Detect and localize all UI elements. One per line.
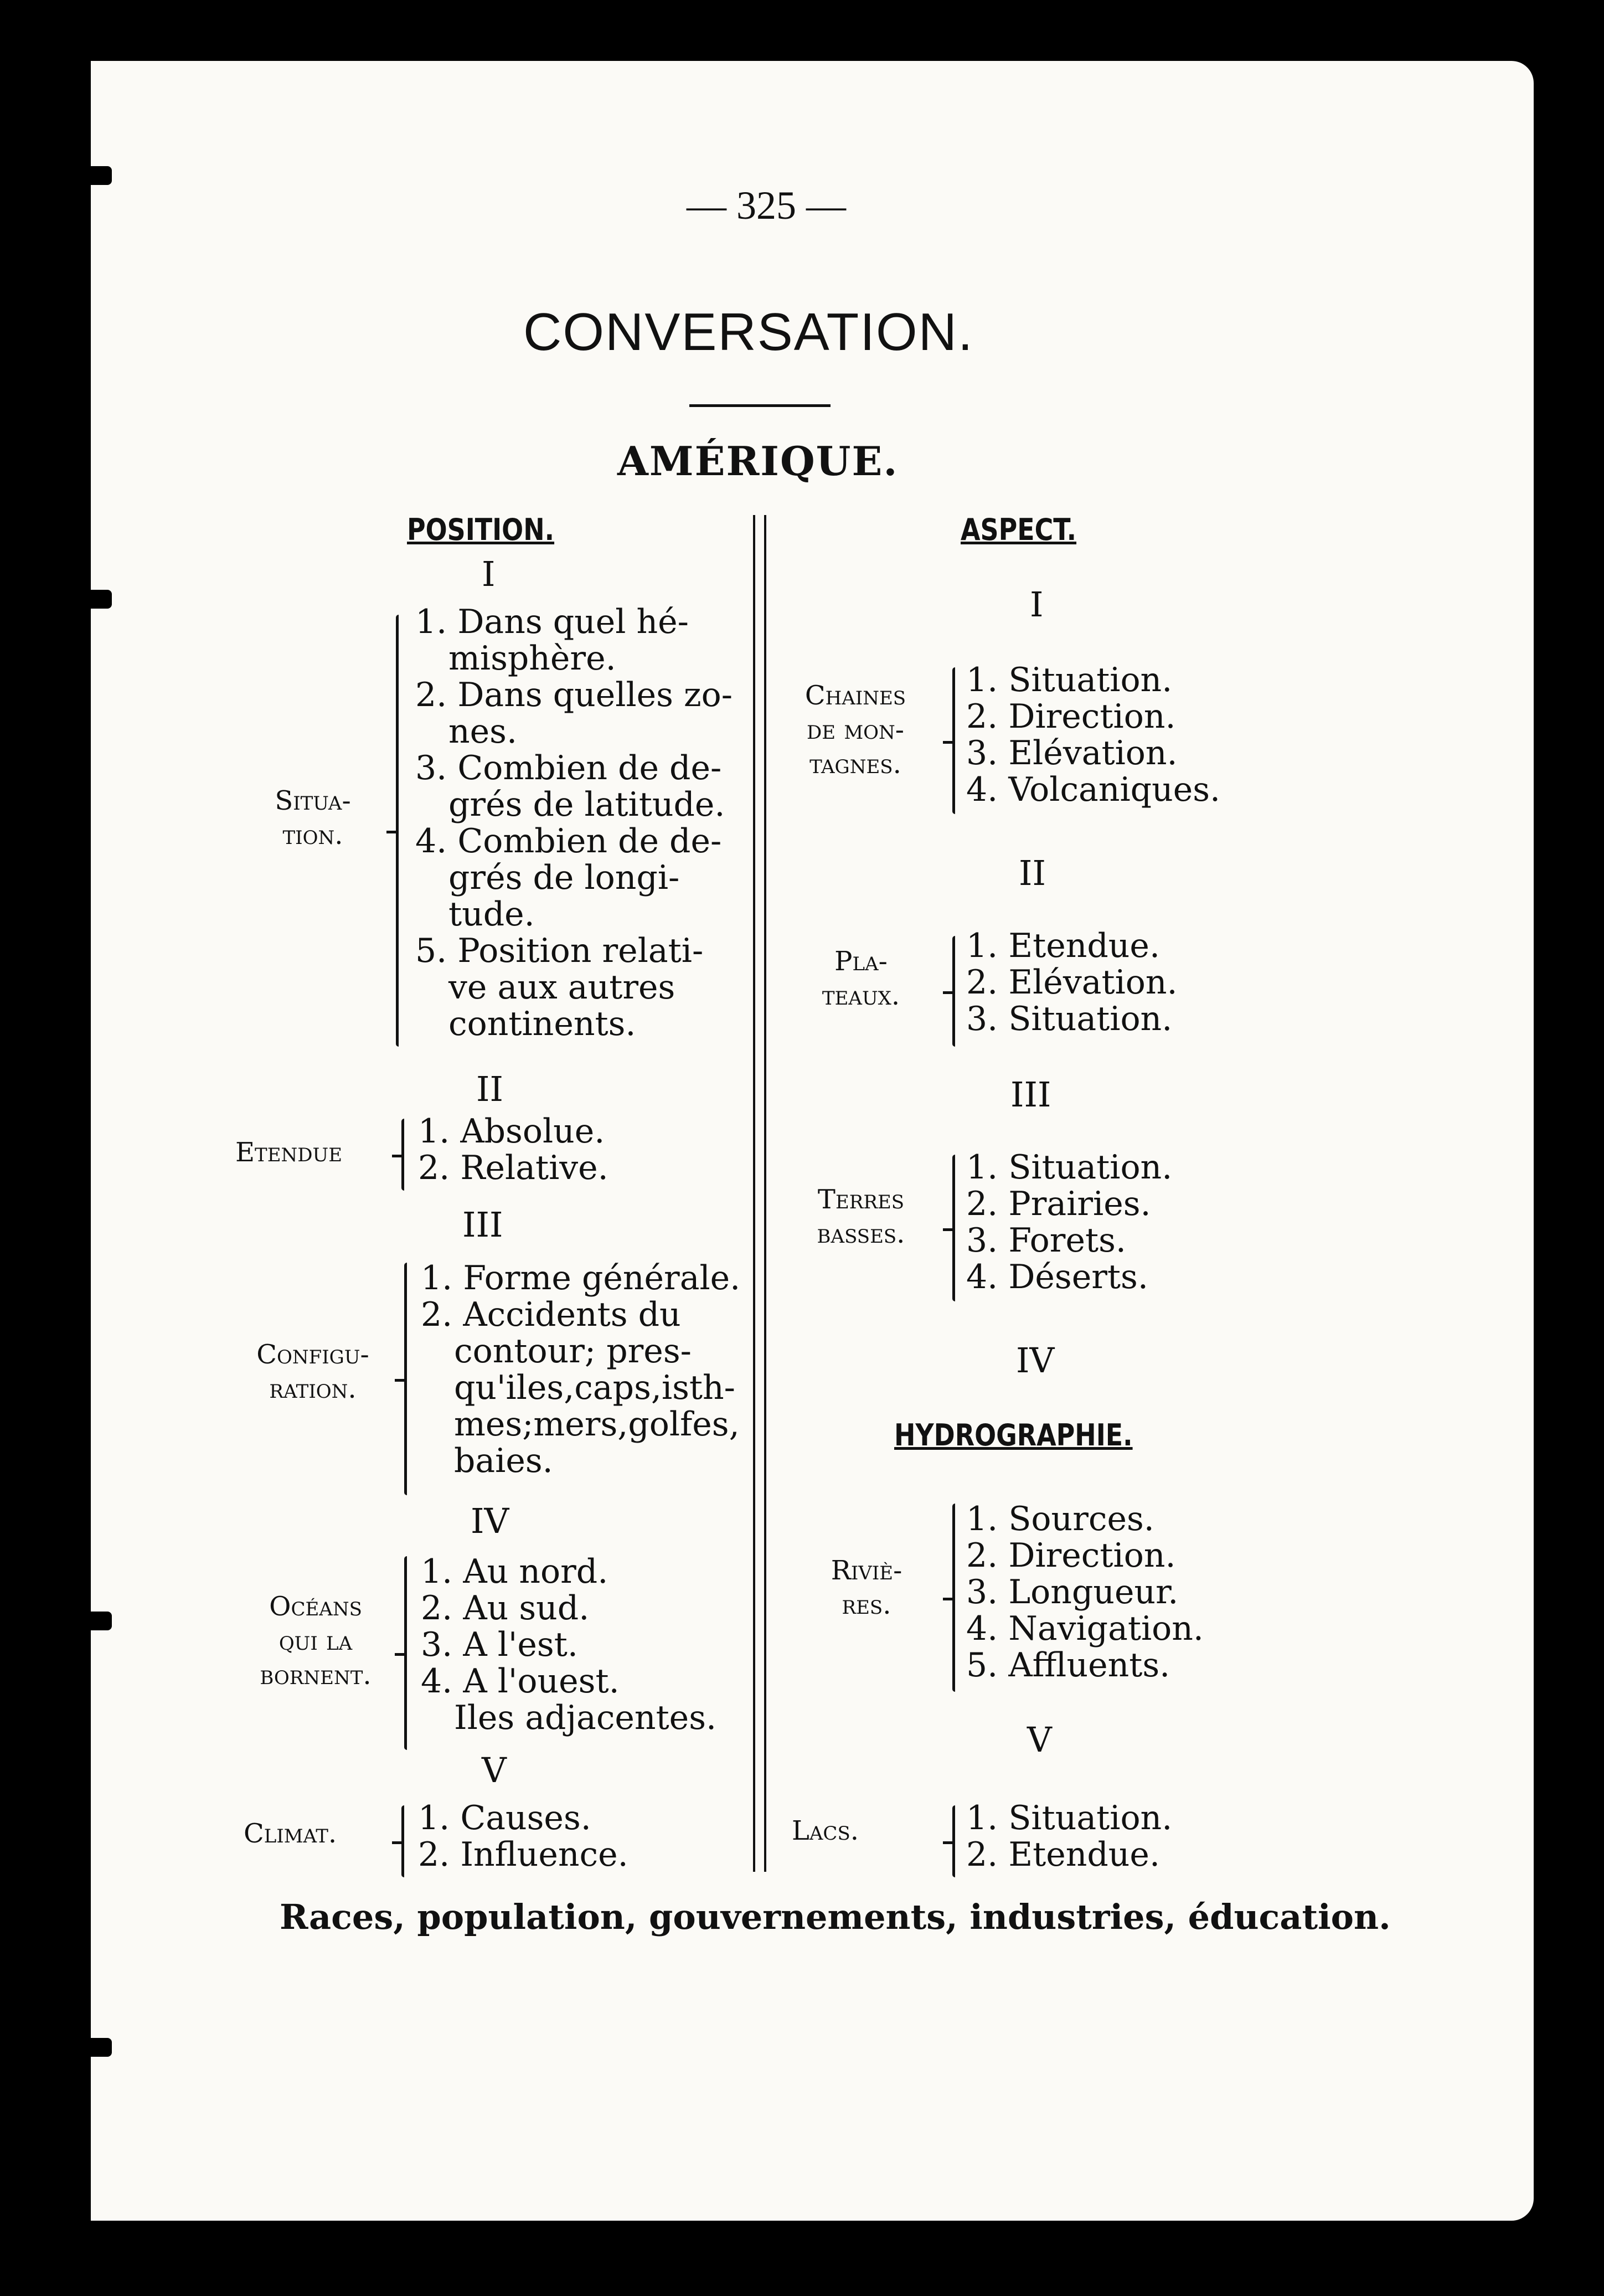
page-number: — 325 — [687, 183, 846, 228]
section-numeral: V [1027, 1720, 1052, 1760]
brace [952, 1504, 955, 1692]
section-label: Climat. [244, 1818, 337, 1849]
binding-stitch [62, 590, 112, 609]
section-subtitle: AMÉRIQUE. [617, 437, 899, 485]
item-list: 1. Forme générale. 2. Accidents du contour; pres- qu'iles,caps,isth- mes;mers,golfes, baies. [421, 1259, 741, 1480]
item-list: 1. Sources. 2. Direction. 3. Longueur. 4. Navigation. 5. Affluents. [966, 1500, 1204, 1685]
page-title: CONVERSATION. [523, 302, 974, 362]
brace [952, 667, 955, 814]
brace [404, 1263, 407, 1495]
section-label: Situa- tion. [275, 785, 351, 851]
section-numeral: III [462, 1204, 503, 1245]
section-numeral: I [482, 554, 496, 594]
section-numeral: V [482, 1750, 507, 1790]
column-divider [764, 515, 766, 1872]
binding-stitch [62, 166, 112, 185]
section-numeral: IV [1016, 1340, 1055, 1381]
binding-stitch [62, 2038, 112, 2057]
section-label: Chaines de mon- tagnes. [804, 680, 906, 780]
column-divider [753, 515, 755, 1872]
section-label: Riviè- res. [831, 1555, 902, 1620]
item-list: 1. Situation. 2. Etendue. [966, 1799, 1173, 1874]
section-label: Configu- ration. [256, 1339, 369, 1404]
brace [952, 1155, 955, 1301]
section-numeral: II [1019, 853, 1046, 893]
section-label: Pla- teaux. [822, 946, 900, 1011]
brace [952, 1805, 955, 1877]
section-numeral: III [1010, 1074, 1051, 1115]
brace [396, 615, 399, 1047]
binding-spine [83, 33, 91, 2265]
section-numeral: II [476, 1069, 503, 1109]
item-list: 1. Absolue. 2. Relative. [418, 1112, 608, 1187]
item-list: 1. Au nord. 2. Au sud. 3. A l'est. 4. A l'ouest. Iles adjacentes. [421, 1552, 717, 1737]
section-label: Lacs. [792, 1815, 859, 1846]
item-list: 1. Dans quel hé- misphère. 2. Dans quelles zo- nes. 3. Combien de de- grés de latitude. 4. Combien de de- grés de longi- tude. 5. Position relati- ve aux autres continents. [415, 603, 733, 1043]
item-list: 1. Causes. 2. Influence. [418, 1799, 628, 1874]
section-label: Océans qui la bornent. [260, 1591, 372, 1691]
binding-stitch [62, 1612, 112, 1630]
section-label: Terres basses. [817, 1184, 905, 1249]
title-rule [689, 404, 831, 407]
item-list: 1. Etendue. 2. Elévation. 3. Situation. [966, 926, 1178, 1038]
item-list: 1. Situation. 2. Prairies. 3. Forets. 4. Déserts. [966, 1148, 1173, 1296]
section-numeral: I [1030, 584, 1044, 625]
brace [952, 936, 955, 1047]
brace [404, 1556, 407, 1750]
section-label: Etendue [235, 1137, 343, 1168]
section-numeral: IV [471, 1501, 509, 1541]
right-column-heading: ASPECT. [961, 512, 1077, 547]
left-column-heading: POSITION. [407, 512, 555, 547]
brace [401, 1805, 404, 1877]
footer-line: Races, population, gouvernements, industries, éducation. [280, 1897, 1391, 1937]
hydrography-heading: HYDROGRAPHIE. [894, 1418, 1133, 1453]
item-list: 1. Situation. 2. Direction. 3. Elévation. 4. Volcaniques. [966, 661, 1221, 809]
brace [401, 1119, 404, 1191]
